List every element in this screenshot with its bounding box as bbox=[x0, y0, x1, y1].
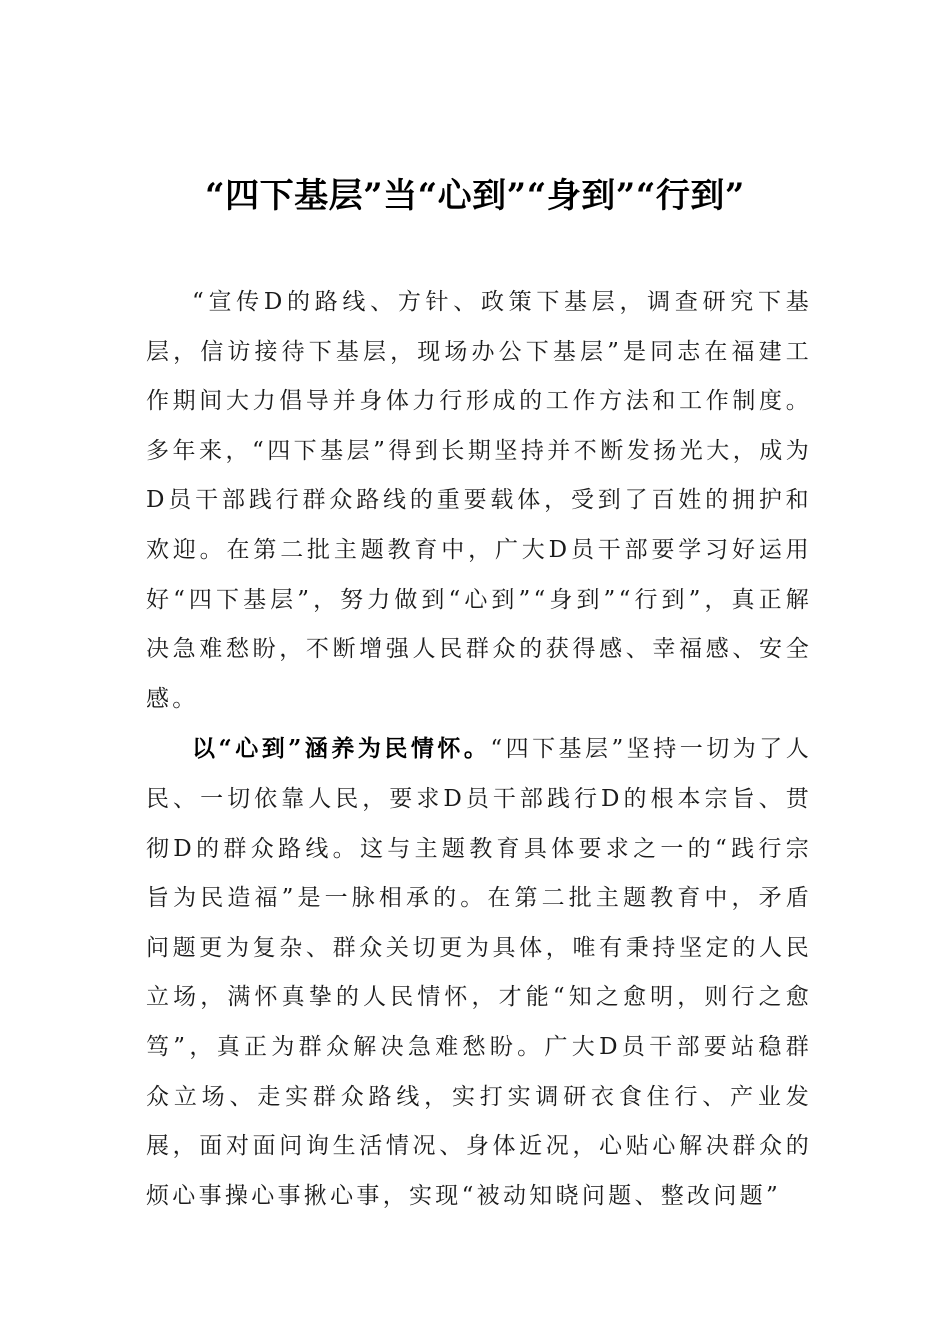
paragraph-intro bbox=[146, 278, 812, 724]
document-body bbox=[146, 278, 812, 1221]
paragraph-heart-text: “四下基层”坚持一切为了人民、一切依靠人民，要求D员干部践行D的根本宗旨、贯彻D的群众路线。这与主题教育具体要求之一的“践行宗旨为民造福”是一脉相承的。在第二批主题教育中，矛盾问题更为复杂、群众关切更为具体，唯有秉持坚定的人民立场，满怀真挚的人民情怀，才能“知之愈明，则行之愈笃”，真正为群众解决急难愁盼。广大D员干部要站稳群众立场、走实群众路线，实打实调研衣食住行、产业发展，面对面问询生活情况、身体近况，心贴心解决群众的烦心事操心事揪心事，实现“被动知晓问题、整改问题” bbox=[146, 736, 813, 1209]
document-title: “四下基层”当“心到”“身到”“行到” bbox=[205, 176, 745, 216]
paragraph-heart bbox=[146, 724, 812, 1221]
paragraph-intro-text: “宣传D的路线、方针、政策下基层，调查研究下基层，信访接待下基层，现场办公下基层”是同志在福建工作期间大力倡导并身体力行形成的工作方法和工作制度。多年来，“四下基层”得到长期坚持并不断发扬光大，成为D员干部践行群众路线的重要载体，受到了百姓的拥护和欢迎。在第二批主题教育中，广大D员干部要学习好运用好“四下基层”，努力做到“心到”“身到”“行到”，真正解决急难愁盼，不断增强人民群众的获得感、幸福感、安全感。 bbox=[146, 289, 812, 712]
paragraph-heart-lead: 以“心到”涵养为民情怀。 bbox=[192, 735, 491, 763]
